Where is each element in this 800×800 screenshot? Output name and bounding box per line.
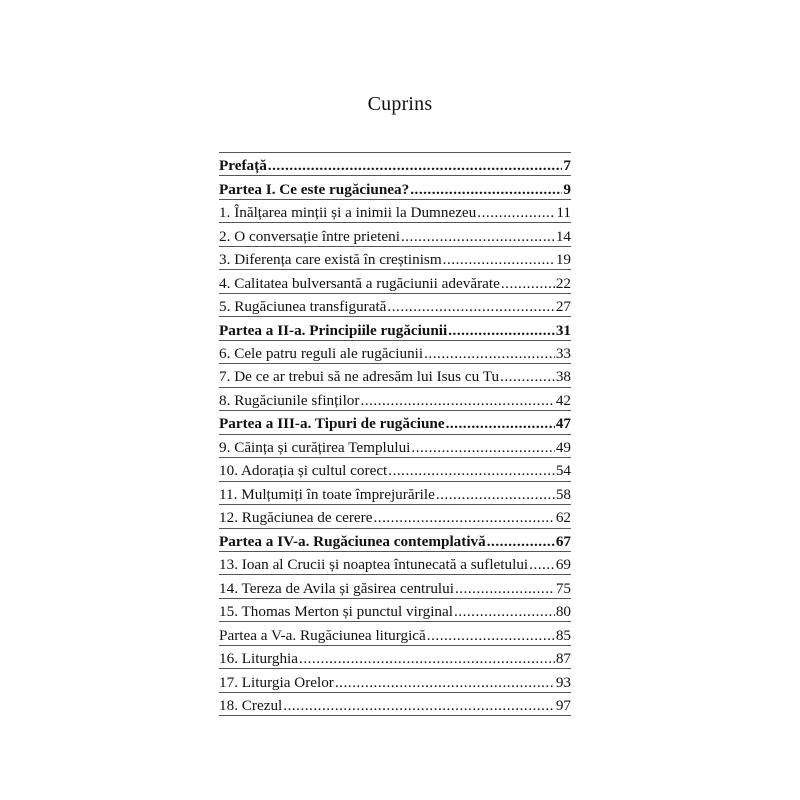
toc-entry [219,153,571,176]
toc-entry-title: 10. Adorația și cultul corect [219,462,388,480]
page-title: Cuprins [367,93,433,115]
toc-entry-page: 42 [555,391,571,409]
toc-entry-title: 5. Rugăciunea transfigurată [219,298,387,316]
toc-entry-page: 62 [555,509,571,527]
dot-leader [387,299,554,314]
toc-entry [219,622,571,645]
toc-entry [219,435,571,458]
toc-entry-title: 3. Diferența care există în creștinism [219,251,442,269]
toc-entry-title: 13. Ioan al Crucii și noaptea întunecată a sufletului [219,556,529,574]
toc-entry [219,247,571,270]
dot-leader [427,628,555,643]
toc-entry-page: 80 [555,603,571,621]
table-of-contents [219,152,571,716]
toc-entry-title: Partea a IV-a. Rugăciunea contemplativă [219,532,486,550]
dot-leader [455,581,555,596]
toc-entry-title: Partea a II-a. Principiile rugăciunii [219,321,448,339]
toc-entry [219,505,571,528]
toc-entry-title: 11. Mulțumiți în toate împrejurările [219,485,435,503]
toc-entry-page: 67 [555,532,571,550]
toc-entry-title: 6. Cele patru reguli ale rugăciunii [219,345,424,363]
toc-entry-title: Partea a III-a. Tipuri de rugăciune [219,415,445,433]
toc-entry-page: 7 [563,157,571,175]
dot-leader [529,557,555,572]
toc-entry [219,599,571,622]
toc-entry-title: Prefață [219,157,267,175]
toc-entry-title: Partea a V-a. Rugăciunea liturgică [219,626,426,644]
toc-entry-page: 58 [555,485,571,503]
toc-entry [219,270,571,293]
dot-leader [477,205,555,220]
toc-entry-title: 15. Thomas Merton și punctul virginal [219,603,453,621]
toc-entry [219,200,571,223]
dot-leader [448,323,555,338]
toc-entry-page: 19 [555,251,571,269]
toc-entry-title: 17. Liturgia Orelor [219,673,334,691]
toc-entry-page: 93 [555,673,571,691]
toc-entry-title: 8. Rugăciunile sfinților [219,391,360,409]
toc-entry [219,294,571,317]
toc-entry [219,552,571,575]
toc-entry [219,669,571,692]
toc-entry [219,364,571,387]
dot-leader [436,487,555,502]
toc-entry-title: 14. Tereza de Avila și găsirea centrului [219,579,454,597]
toc-entry-page: 75 [555,579,571,597]
dot-leader [446,416,555,431]
toc-entry [219,458,571,481]
toc-entry-page: 9 [563,180,571,198]
toc-entry-title: 12. Rugăciunea de cerere [219,509,373,527]
dot-leader [283,698,555,713]
toc-entry [219,223,571,246]
dot-leader [410,182,562,197]
toc-entry-page: 31 [555,321,571,339]
toc-entry [219,529,571,552]
toc-entry-page: 54 [555,462,571,480]
toc-entry [219,388,571,411]
toc-entry [219,341,571,364]
dot-leader [411,440,554,455]
toc-entry-title: 9. Căința și curățirea Templului [219,438,411,456]
toc-entry-title: 18. Crezul [219,697,283,715]
toc-entry-page: 87 [555,650,571,668]
toc-entry-page: 14 [555,227,571,245]
dot-leader [268,158,563,173]
dot-leader [443,252,555,267]
toc-entry-page: 27 [555,298,571,316]
toc-entry-title: 2. O conversație între prieteni [219,227,400,245]
dot-leader [424,346,555,361]
toc-entry-page: 38 [555,368,571,386]
dot-leader [360,393,554,408]
dot-leader [335,675,555,690]
toc-entry-title: 7. De ce ar trebui să ne adresăm lui Isus cu Tu [219,368,500,386]
dot-leader [500,369,555,384]
toc-entry-page: 47 [555,415,571,433]
toc-entry-page: 33 [555,345,571,363]
toc-entry-page: 85 [555,626,571,644]
toc-entry [219,411,571,434]
toc-entry-title: 1. Înălțarea minții și a inimii la Dumnezeu [219,204,477,222]
toc-entry-page: 49 [555,438,571,456]
toc-entry-page: 22 [555,274,571,292]
toc-entry [219,646,571,669]
toc-entry-page: 11 [556,204,571,222]
toc-entry-title: 4. Calitatea bulversantă a rugăciunii adevărate [219,274,500,292]
toc-entry [219,575,571,598]
toc-entry [219,693,571,716]
dot-leader [487,534,555,549]
dot-leader [299,651,555,666]
toc-entry [219,482,571,505]
toc-entry-page: 69 [555,556,571,574]
toc-entry-page: 97 [555,697,571,715]
dot-leader [454,604,555,619]
toc-entry-title: 16. Liturghia [219,650,299,668]
toc-entry [219,176,571,199]
dot-leader [401,229,555,244]
toc-entry [219,317,571,340]
dot-leader [388,463,555,478]
dot-leader [373,510,554,525]
dot-leader [501,276,555,291]
toc-entry-title: Partea I. Ce este rugăciunea? [219,180,410,198]
